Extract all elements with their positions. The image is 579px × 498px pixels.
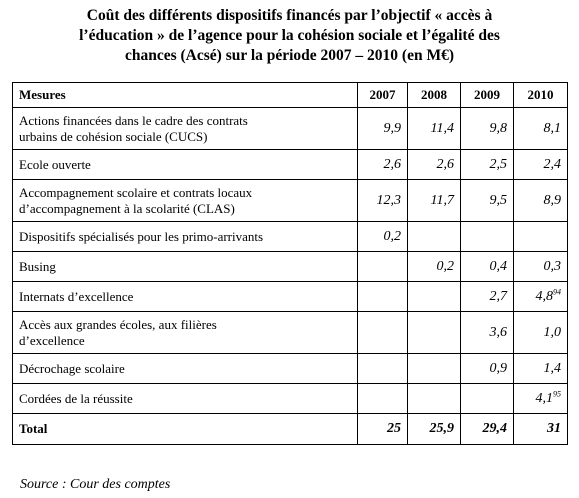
value-2009: [461, 108, 514, 150]
value-2007: [358, 150, 408, 180]
value-text: 0,4: [489, 258, 507, 274]
table-row: [13, 252, 568, 282]
footnote-ref: 95: [553, 388, 561, 398]
row-label-line: Accompagnement scolaire et contrats locaux: [19, 184, 253, 200]
value-2007: [358, 108, 408, 150]
table-row: [13, 180, 568, 222]
value-2009: [461, 252, 514, 282]
value-2008: [408, 312, 461, 354]
row-label-line: Internats d’excellence: [19, 288, 134, 304]
value-2008: [408, 354, 461, 384]
total-row: [13, 414, 568, 445]
row-label-line: Décrochage scolaire: [19, 360, 125, 376]
value-2008: [408, 222, 461, 252]
value-text: 4,1: [535, 390, 553, 406]
table-title: [0, 6, 579, 66]
row-label-line: Accès aux grandes écoles, aux filières: [19, 316, 217, 332]
table-row: [13, 108, 568, 150]
header-2008: 2008: [408, 83, 461, 108]
value-text: 12,3: [376, 192, 401, 208]
value-text: 9,5: [489, 192, 507, 208]
value-2007: [358, 252, 408, 282]
header-2010: 2010: [514, 83, 568, 108]
row-label: [13, 108, 358, 150]
value-2009: [461, 222, 514, 252]
footnote-ref: 94: [553, 286, 561, 296]
value-2009: [461, 312, 514, 354]
value-text: 8,1: [543, 120, 561, 136]
table-row: [13, 222, 568, 252]
row-label-line: Cordées de la réussite: [19, 390, 133, 406]
value-text: 3,6: [489, 324, 507, 340]
header-mesures: Mesures: [13, 83, 358, 108]
row-label: [13, 384, 358, 414]
value-text: 11,7: [430, 192, 454, 208]
row-label-line: d’accompagnement à la scolarité (CLAS): [19, 200, 235, 216]
value-text: 11,4: [430, 120, 454, 136]
value-2007: [358, 282, 408, 312]
table-row: [13, 150, 568, 180]
value-text: 8,9: [543, 192, 561, 208]
value-2007: [358, 354, 408, 384]
value-2009: [461, 354, 514, 384]
value-2008: [408, 384, 461, 414]
value-2008: [408, 180, 461, 222]
total-2008: 25,9: [408, 414, 461, 445]
cost-table: [12, 82, 568, 445]
header-row: [13, 83, 568, 108]
value-2007: [358, 222, 408, 252]
value-text: 0,2: [436, 258, 454, 274]
total-2010: 31: [514, 414, 568, 445]
header-2007: 2007: [358, 83, 408, 108]
value-text: 2,4: [543, 156, 561, 172]
value-2007: [358, 180, 408, 222]
value-2007: [358, 384, 408, 414]
value-2010: [514, 108, 568, 150]
table-body: [13, 108, 568, 414]
title-line-1: Coût des différents dispositifs financés par l’objectif « accès à: [86, 7, 493, 24]
value-text: 9,8: [489, 120, 507, 136]
value-2010: [514, 354, 568, 384]
row-label: [13, 312, 358, 354]
value-2010: [514, 222, 568, 252]
row-label-line: Actions financées dans le cadre des contrats: [19, 112, 248, 128]
value-2007: [358, 312, 408, 354]
title-line-2: l’éducation » de l’agence pour la cohésion sociale et l’égalité des: [79, 27, 500, 44]
value-2010: [514, 252, 568, 282]
row-label: [13, 252, 358, 282]
row-label-line: Ecole ouverte: [19, 156, 91, 172]
value-text: 0,2: [383, 228, 401, 244]
value-2010: [514, 312, 568, 354]
row-label-line: Dispositifs spécialisés pour les primo-arrivants: [19, 228, 264, 244]
table-row: [13, 354, 568, 384]
value-text: 0,3: [543, 258, 561, 274]
value-2009: [461, 180, 514, 222]
row-label: [13, 222, 358, 252]
value-text: 2,5: [489, 156, 507, 172]
value-text: 2,6: [383, 156, 401, 172]
total-2009: 29,4: [461, 414, 514, 445]
row-label: [13, 150, 358, 180]
table-row: [13, 282, 568, 312]
row-label: [13, 354, 358, 384]
source-note: Source : Cour des comptes: [20, 477, 171, 492]
value-2008: [408, 252, 461, 282]
row-label-line: urbains de cohésion sociale (CUCS): [19, 128, 208, 144]
value-text: 1,0: [543, 324, 561, 340]
value-2010: [514, 180, 568, 222]
value-text: 9,9: [383, 120, 401, 136]
header-2009: 2009: [461, 83, 514, 108]
total-label: Total: [13, 414, 358, 445]
value-2009: [461, 384, 514, 414]
value-2010: [514, 282, 568, 312]
value-text: 2,6: [436, 156, 454, 172]
value-2010: [514, 150, 568, 180]
value-2008: [408, 282, 461, 312]
value-text: 4,8: [535, 288, 553, 304]
row-label: [13, 180, 358, 222]
row-label: [13, 282, 358, 312]
value-2009: [461, 150, 514, 180]
value-2008: [408, 108, 461, 150]
title-line-3: chances (Acsé) sur la période 2007 – 2010 (en M€): [124, 47, 455, 64]
table-row: [13, 312, 568, 354]
row-label-line: d’excellence: [19, 332, 85, 348]
value-text: 0,9: [489, 360, 507, 376]
value-text: 1,4: [543, 360, 561, 376]
value-2008: [408, 150, 461, 180]
value-2009: [461, 282, 514, 312]
row-label-line: Busing: [19, 258, 56, 274]
total-2007: 25: [358, 414, 408, 445]
table-row: [13, 384, 568, 414]
value-text: 2,7: [489, 288, 507, 304]
value-2010: [514, 384, 568, 414]
